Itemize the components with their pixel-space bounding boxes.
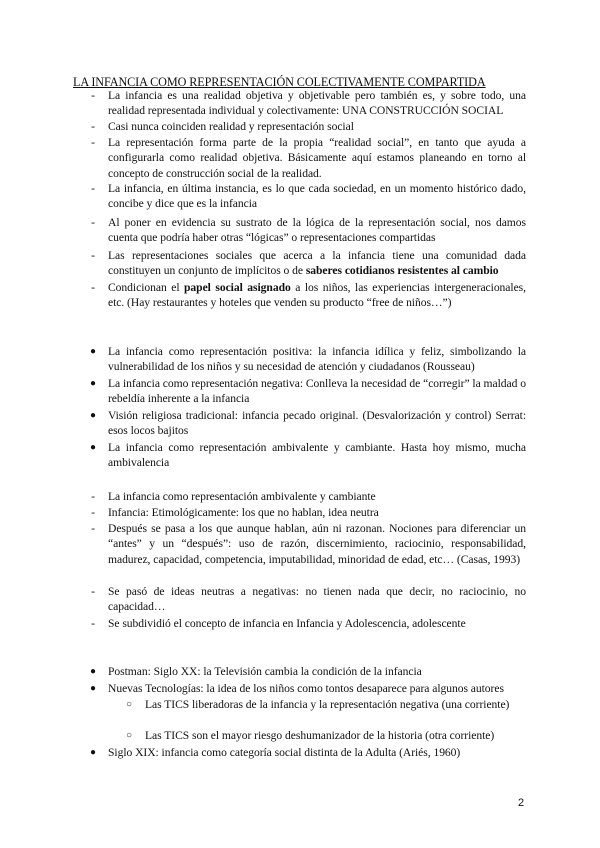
list-item-text: Postman: Siglo XX: la Televisión cambia la condición de la infancia	[108, 665, 422, 678]
dash-marker: -	[91, 216, 95, 229]
dash-marker: -	[91, 522, 95, 535]
bold-phrase: papel social asignado	[184, 281, 291, 294]
list-item	[90, 681, 526, 696]
list-item-text: Se subdividió el concepto de infancia en Infancia y Adolescencia, adolescente	[108, 617, 466, 630]
list-item-text: Se pasó de ideas neutras a negativas: no tienen nada que decir, no raciocinio, no capacidad…	[108, 585, 526, 614]
dash-marker: -	[91, 136, 95, 149]
list-item-text: Al poner en evidencia su sustrato de la lógica de la representación social, nos damos cuenta que podría haber otras “lógicas” o representaciones compartidas	[108, 216, 526, 245]
dash-marker: -	[91, 249, 95, 262]
list-item-text: Después se pasa a los que aunque hablan, aún ni razonan. Nociones para diferenciar un “antes” y un “después”: uso de razón, discernimiento, raciocinio, responsabilidad, madurez, capacidad, competencia, imputabilidad, minoridad de edad, etc… (Casas, 1993)	[108, 522, 526, 566]
dash-marker: -	[91, 585, 95, 598]
list-item	[90, 376, 526, 407]
section-title: LA INFANCIA COMO REPRESENTACIÓN COLECTIVAMENTE COMPARTIDA	[73, 75, 486, 89]
list-item	[91, 489, 526, 504]
bullet-marker: ●	[90, 346, 96, 357]
list-item-text: Las representaciones sociales que acerca a la infancia tiene una comunidad dada constituyen un conjunto de implícitos o de	[108, 249, 526, 278]
list-item-text: La infancia como representación negativa: Conlleva la necesidad de “corregir” la maldad o rebeldía inherente a la infancia	[108, 377, 526, 406]
list-item-text: La infancia como representación positiva: la infancia idílica y feliz, simbolizando la vulnerabilidad de los niños y su necesidad de atención y ciudadanos (Rousseau)	[108, 345, 526, 374]
list-item-text: La infancia como representación ambivalente y cambiante	[108, 490, 376, 503]
list-item	[90, 440, 526, 471]
bullet-marker: ●	[90, 410, 96, 421]
list-item	[91, 181, 526, 212]
list-item	[91, 616, 526, 631]
list-item-text: Visión religiosa tradicional: infancia pecado original. (Desvalorización y control) Serrat: esos locos bajitos	[108, 409, 526, 438]
dash-marker: -	[91, 89, 95, 102]
bold-phrase: saberes cotidianos resistentes al cambio	[305, 264, 499, 278]
dash-marker: -	[91, 120, 95, 133]
list-item-text: Nuevas Tecnologías: la idea de los niños como tontos desaparece para algunos autores	[108, 682, 504, 695]
bullet-marker: ●	[90, 442, 96, 453]
list-item	[90, 745, 526, 760]
list-item	[90, 344, 526, 375]
list-item	[90, 664, 526, 679]
list-item-text: a los niños, las experiencias intergeneracionales, etc. (Hay restaurantes y hoteles que venden su producto “free de niños…”)	[108, 281, 526, 310]
list-item-text: La infancia, en última instancia, es lo que cada sociedad, en un momento histórico dado, concibe y dice que es la infancia	[108, 182, 526, 211]
list-item-text: Las TICS liberadoras de la infancia y la representación negativa (una corriente)	[145, 698, 510, 711]
dash-marker: -	[91, 506, 95, 519]
list-item	[91, 135, 526, 181]
bullet-marker: ●	[90, 683, 96, 694]
bullet-marker: ●	[90, 666, 96, 677]
bullet-marker: ●	[90, 747, 96, 758]
list-item	[91, 505, 526, 520]
list-item-text: Infancia: Etimológicamente: los que no hablan, idea neutra	[108, 506, 379, 519]
list-item	[91, 88, 526, 119]
hollow-bullet-marker: ○	[126, 730, 132, 741]
sub-list-item	[126, 728, 526, 743]
bullet-marker: ●	[90, 378, 96, 389]
page-number: 2	[518, 797, 525, 809]
dash-marker: -	[91, 281, 95, 294]
list-item	[91, 215, 526, 246]
dash-marker: -	[91, 617, 95, 630]
dash-marker: -	[91, 182, 95, 195]
list-item	[91, 521, 526, 567]
list-item-text: Las TICS son el mayor riesgo deshumanizador de la historia (otra corriente)	[145, 729, 495, 742]
hollow-bullet-marker: ○	[126, 699, 132, 710]
list-item	[91, 119, 526, 134]
list-item-text: Siglo XIX: infancia como categoría social distinta de la Adulta (Ariés, 1960)	[108, 746, 461, 759]
list-item-text: Condicionan el	[108, 281, 185, 294]
sub-list-item	[126, 697, 526, 712]
list-item	[91, 584, 526, 615]
list-item-text: Casi nunca coinciden realidad y representación social	[108, 120, 354, 133]
list-item	[91, 280, 526, 311]
list-item	[90, 408, 526, 439]
list-item-text: La infancia es una realidad objetiva y objetivable pero también es, y sobre todo, una realidad representada individual y colectivamente: UNA CONSTRUCCIÓN SOCIAL	[108, 89, 526, 118]
dash-marker: -	[91, 490, 95, 503]
list-item-text: La representación forma parte de la propia “realidad social”, en tanto que ayuda a configurarla como realidad objetiva. Básicamente aquí estamos planeando en torno al concepto de construcción social de la realidad.	[108, 136, 526, 180]
list-item	[91, 248, 526, 279]
list-item-text: La infancia como representación ambivalente y cambiante. Hasta hoy mismo, mucha ambivalencia	[108, 441, 526, 470]
